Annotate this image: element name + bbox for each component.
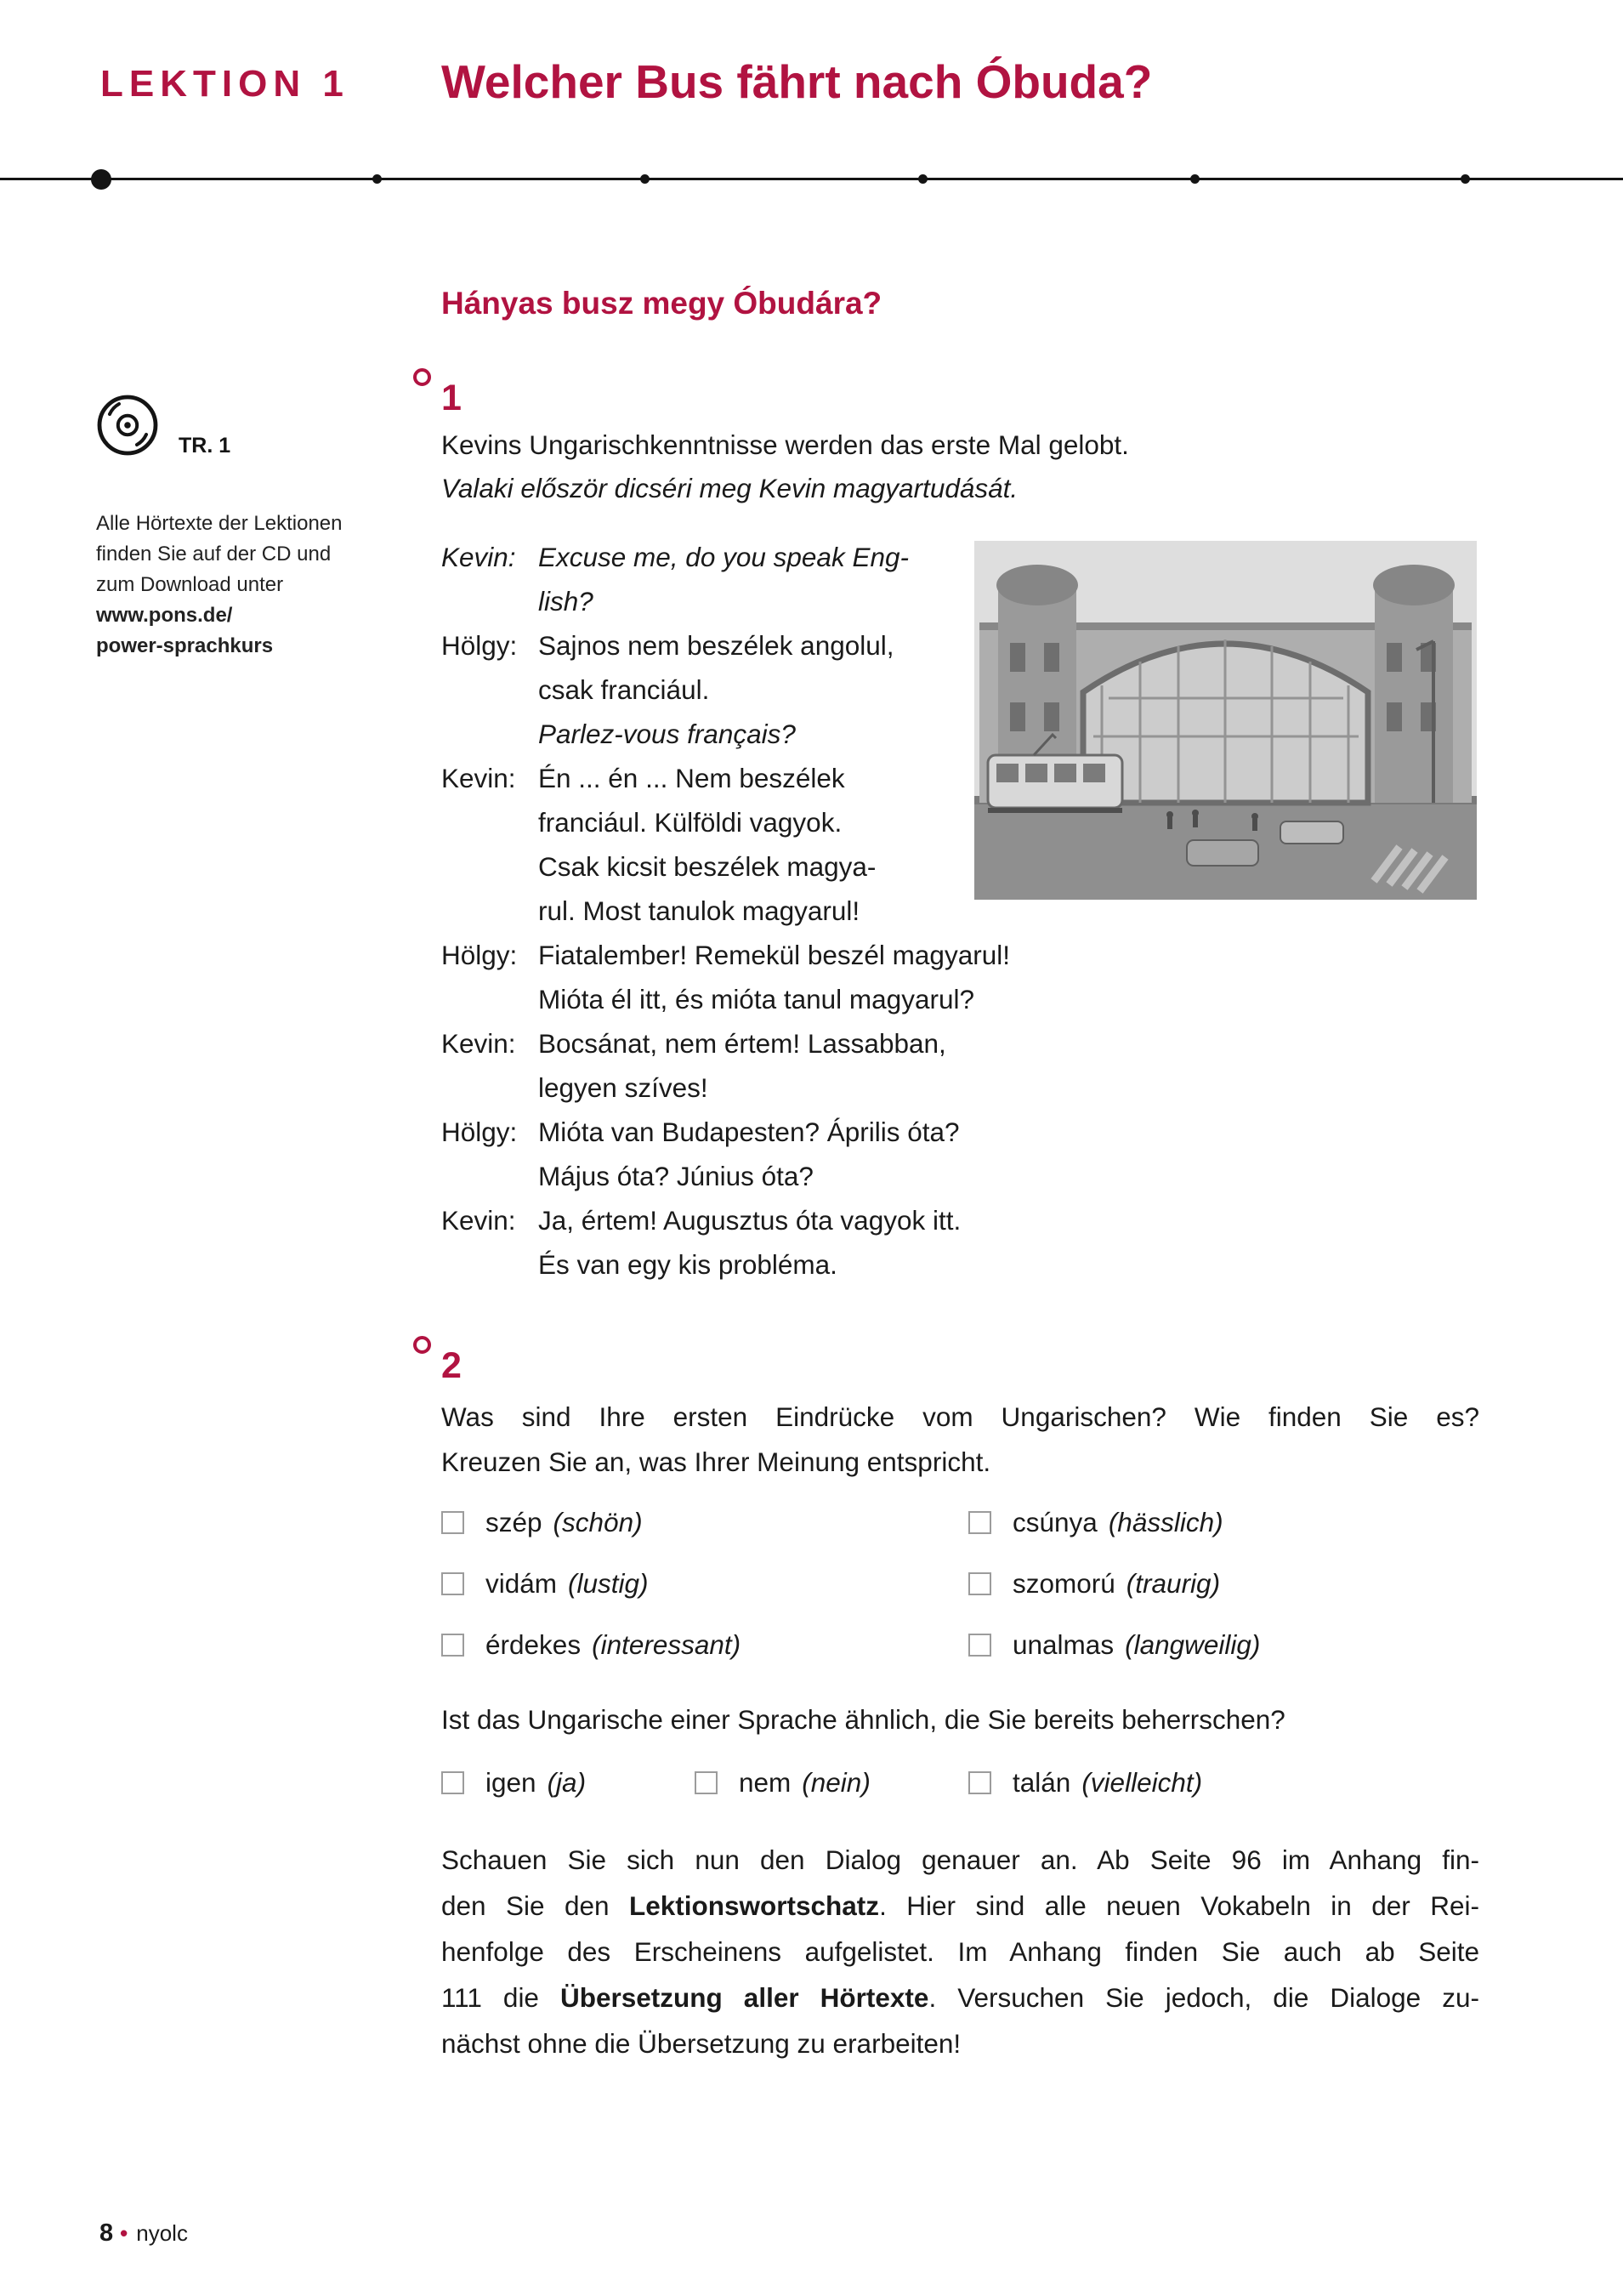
- option-translation: (ja): [547, 1767, 587, 1798]
- option-word: csúnya: [1013, 1507, 1098, 1537]
- rule-dot: [372, 174, 382, 184]
- bold-term: Lektionswortschatz: [629, 1890, 880, 1921]
- bold-term: Übersetzung aller Hörtexte: [560, 1982, 929, 2013]
- speaker-label: Hölgy:: [441, 1117, 518, 1147]
- dialog-line: rul. Most tanulok magyarul!: [538, 895, 860, 926]
- cd-audio-icon: [94, 391, 162, 459]
- option-szep: [441, 1507, 643, 1538]
- page-number: 8: [99, 2219, 114, 2247]
- closing-line: henfolge des Erscheinens aufgelistet. Im Anhang finden Sie auch ab Seite: [441, 1936, 1479, 1967]
- exercise2-intro: [441, 1395, 1479, 1485]
- speaker-label: [441, 1154, 538, 1198]
- dialog-line: Excuse me, do you speak Eng-: [538, 542, 909, 572]
- speaker-label: [441, 668, 538, 712]
- station-photo: [974, 541, 1477, 900]
- closing-line: 111 die Übersetzung aller Hörtexte. Versuchen Sie jedoch, die Dialoge zu-: [441, 1982, 1479, 2013]
- intro-hungarian: Valaki először dicséri meg Kevin magyartudását.: [441, 473, 1019, 503]
- dialog: [441, 535, 1010, 1287]
- rule-dot: [640, 174, 650, 184]
- option-word: unalmas: [1013, 1629, 1115, 1660]
- section-number: 2: [441, 1345, 462, 1386]
- dialog-line: Mióta van Budapesten? Április óta?: [538, 1117, 960, 1147]
- intro-line: Kreuzen Sie an, was Ihrer Meinung entspricht.: [441, 1446, 991, 1477]
- answer-nem: [695, 1767, 871, 1799]
- checkbox[interactable]: [968, 1634, 991, 1657]
- footer-bullet: •: [120, 2220, 128, 2246]
- intro-german: Kevins Ungarischkenntnisse werden das erste Mal gelobt.: [441, 429, 1129, 460]
- option-translation: (hässlich): [1108, 1507, 1223, 1537]
- option-word: vidám: [485, 1568, 558, 1599]
- option-szomoru: [968, 1568, 1220, 1600]
- note-url: power-sprachkurs: [96, 634, 274, 657]
- option-translation: (schön): [553, 1507, 643, 1537]
- closing-line: den Sie den Lektionswortschatz. Hier sind alle neuen Vokabeln in der Rei-: [441, 1890, 1479, 1921]
- note-line: finden Sie auf der CD und: [96, 543, 332, 565]
- note-line: Alle Hörtexte der Lektionen: [96, 512, 343, 535]
- page-title: Welcher Bus fährt nach Óbuda?: [441, 55, 1153, 108]
- speaker-label: Hölgy:: [441, 940, 518, 970]
- rule-dot: [91, 169, 111, 190]
- speaker-label: [441, 889, 538, 933]
- speaker-label: Kevin:: [441, 1028, 516, 1059]
- option-word: érdekes: [485, 1629, 582, 1660]
- speaker-label: [441, 579, 538, 623]
- option-word: talán: [1013, 1767, 1071, 1798]
- dialog-line: franciául. Külföldi vagyok.: [538, 807, 843, 838]
- closing-paragraph: [441, 1837, 1479, 2066]
- option-word: szép: [485, 1507, 542, 1537]
- rule-dot: [918, 174, 928, 184]
- speaker-label: Kevin:: [441, 542, 516, 572]
- checkbox[interactable]: [968, 1572, 991, 1595]
- option-translation: (traurig): [1126, 1568, 1221, 1599]
- track-number-label: TR. 1: [179, 434, 231, 457]
- note-url: www.pons.de/: [96, 604, 233, 627]
- checkbox[interactable]: [968, 1771, 991, 1794]
- dialog-line: legyen szíves!: [538, 1072, 708, 1103]
- dialog-line: lish?: [538, 586, 593, 617]
- dialog-line: Bocsánat, nem értem! Lassabban,: [538, 1028, 946, 1059]
- closing-line: nächst ohne die Übersetzung zu erarbeiten!: [441, 2028, 962, 2059]
- option-erdekes: [441, 1629, 741, 1661]
- speaker-label: Kevin:: [441, 1205, 516, 1236]
- page-number-word: nyolc: [136, 2220, 188, 2246]
- speaker-label: [441, 844, 538, 889]
- checkbox[interactable]: [441, 1771, 464, 1794]
- rule-dot: [1461, 174, 1470, 184]
- divider-rule: [0, 178, 1623, 180]
- speaker-label: Hölgy:: [441, 630, 518, 661]
- sidebar-note: [96, 509, 343, 662]
- option-translation: (vielleicht): [1081, 1767, 1203, 1798]
- speaker-label: [441, 1242, 538, 1287]
- speaker-label: [441, 977, 538, 1021]
- option-translation: (lustig): [568, 1568, 649, 1599]
- checkbox[interactable]: [968, 1511, 991, 1534]
- option-word: nem: [739, 1767, 792, 1798]
- rule-dot: [1190, 174, 1200, 184]
- dialog-line: Ja, értem! Augusztus óta vagyok itt.: [538, 1205, 962, 1236]
- page-footer: [99, 2219, 188, 2248]
- option-word: igen: [485, 1767, 536, 1798]
- dialog-line: Fiatalember! Remekül beszél magyarul!: [538, 940, 1010, 970]
- closing-line: Schauen Sie sich nun den Dialog genauer an. Ab Seite 96 im Anhang fin-: [441, 1844, 1479, 1875]
- dialog-line: És van egy kis probléma.: [538, 1249, 837, 1280]
- checkbox[interactable]: [695, 1771, 718, 1794]
- checkbox[interactable]: [441, 1634, 464, 1657]
- speaker-label: Kevin:: [441, 763, 516, 793]
- checkbox[interactable]: [441, 1572, 464, 1595]
- dialog-line: Csak kicsit beszélek magya-: [538, 851, 877, 882]
- exercise1-intro: [441, 423, 1129, 510]
- dialog-line: Május óta? Június óta?: [538, 1161, 814, 1191]
- dialog-line: Sajnos nem beszélek angolul,: [538, 630, 894, 661]
- option-word: szomorú: [1013, 1568, 1115, 1599]
- option-csunya: [968, 1507, 1223, 1538]
- option-translation: (nein): [802, 1767, 871, 1798]
- similarity-question: Ist das Ungarische einer Sprache ähnlich, die Sie bereits beherrschen?: [441, 1704, 1285, 1735]
- option-vidam: [441, 1568, 649, 1600]
- dialog-line: csak franciául.: [538, 674, 710, 705]
- answer-igen: [441, 1767, 586, 1799]
- speaker-label: [441, 712, 538, 756]
- option-translation: (interessant): [592, 1629, 741, 1660]
- dialog-line: Parlez-vous français?: [538, 719, 796, 749]
- note-line: zum Download unter: [96, 573, 284, 596]
- intro-line: Was sind Ihre ersten Eindrücke vom Ungarischen? Wie finden Sie es?: [441, 1401, 1479, 1432]
- checkbox[interactable]: [441, 1511, 464, 1534]
- option-unalmas: [968, 1629, 1260, 1661]
- option-translation: (langweilig): [1125, 1629, 1261, 1660]
- speaker-label: [441, 1066, 538, 1110]
- section-marker-icon: [413, 368, 431, 386]
- answer-talan: [968, 1767, 1202, 1799]
- section-number: 1: [441, 378, 462, 418]
- lektion-label: LEKTION 1: [100, 63, 349, 105]
- section-marker-icon: [413, 1336, 431, 1354]
- speaker-label: [441, 800, 538, 844]
- subtitle-hungarian: Hányas busz megy Óbudára?: [441, 286, 882, 321]
- dialog-line: Én ... én ... Nem beszélek: [538, 763, 845, 793]
- dialog-line: Mióta él itt, és mióta tanul magyarul?: [538, 984, 974, 1014]
